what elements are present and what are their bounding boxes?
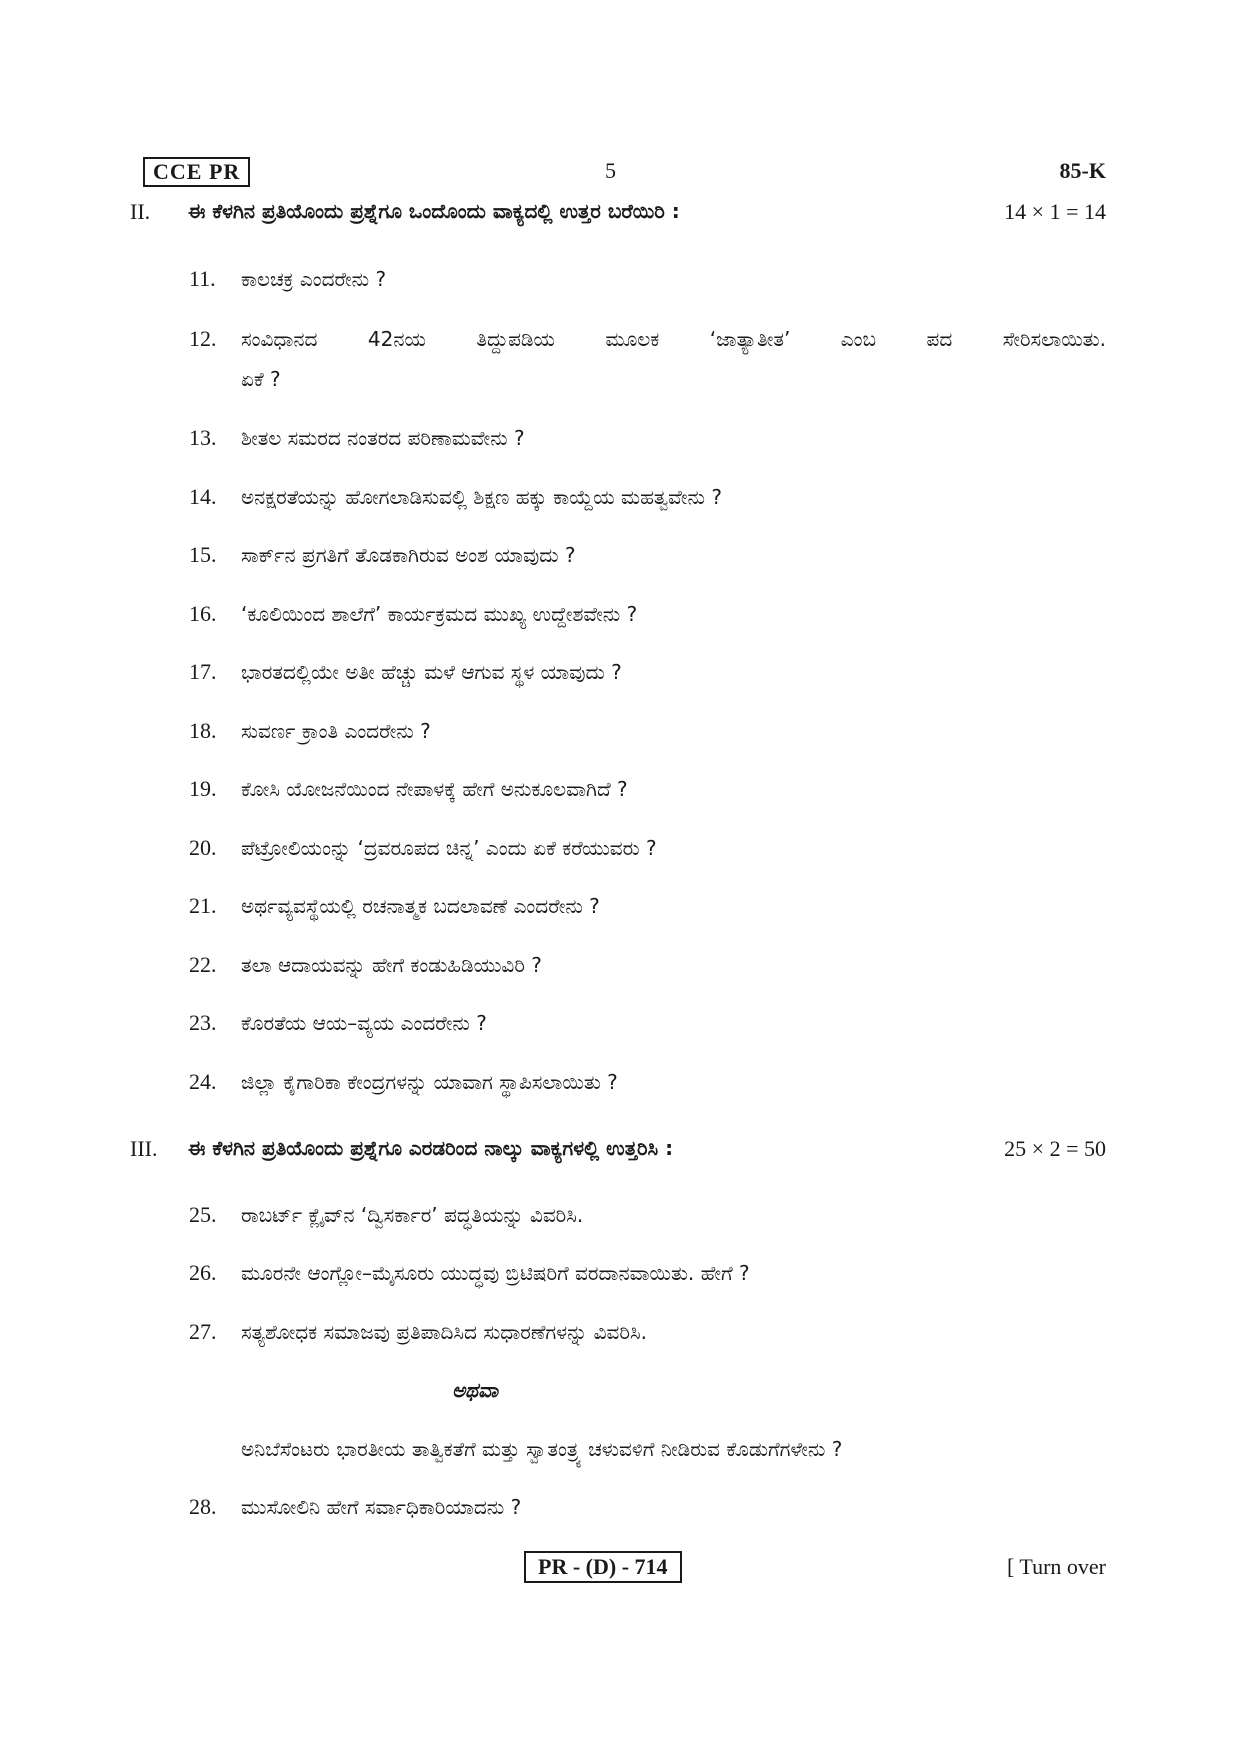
question-text: ಕೊರತೆಯ ಆಯ–ವ್ಯಯ ಎಂದರೇನು ?: [241, 1011, 487, 1035]
section-2-heading: [130, 199, 1106, 233]
section-2-instruction: ಈ ಕೆಳಗಿನ ಪ್ರತಿಯೊಂದು ಪ್ರಶ್ನೆಗೂ ಒಂದೊಂದು ವಾಕ್ಯದಲ್ಲಿ ಉತ್ತರ ಬರೆಯಿರಿ :: [188, 199, 680, 223]
question-number: 17.: [189, 659, 217, 684]
section-3-marks: 25 × 2 = 50: [1004, 1136, 1106, 1161]
question-20: [189, 828, 1106, 868]
question-13: [189, 418, 1106, 458]
question-number: 14.: [189, 484, 217, 509]
question-text: ‘ಕೂಲಿಯಿಂದ ಶಾಲೆಗೆ’ ಕಾರ್ಯಕ್ರಮದ ಮುಖ್ಯ ಉದ್ದೇಶವೇನು ?: [241, 602, 638, 626]
question-number: 16.: [189, 601, 217, 626]
question-number: 12.: [189, 326, 217, 351]
footer-paper-code: PR - (D) - 714: [524, 1551, 682, 1583]
question-number: 26.: [189, 1260, 217, 1285]
question-18: [189, 711, 1106, 751]
section-3-heading: [130, 1136, 1106, 1170]
question-16: [189, 594, 1106, 634]
or-label: ಅಥವಾ: [452, 1378, 498, 1402]
question-text: ಭಾರತದಲ್ಲಿಯೇ ಅತೀ ಹೆಚ್ಚು ಮಳೆ ಆಗುವ ಸ್ಥಳ ಯಾವುದು ?: [241, 660, 622, 684]
question-text: ಸುವರ್ಣ ಕ್ರಾಂತಿ ಎಂದರೇನು ?: [241, 719, 431, 743]
page-number: 5: [605, 158, 616, 183]
question-27-alternative: ಅನಿಬೆಸೆಂಟರು ಭಾರತೀಯ ತಾತ್ವಿಕತೆಗೆ ಮತ್ತು ಸ್ವಾತಂತ್ರ್ಯ ಚಳುವಳಿಗೆ ನೀಡಿರುವ ಕೊಡುಗೆಗಳೇನು ?: [241, 1437, 843, 1461]
paper-code: 85-K: [1059, 158, 1106, 183]
question-14: [189, 477, 1106, 517]
question-text: ರಾಬರ್ಟ್ ಕ್ಲೈವ್‌ನ ‘ದ್ವಿಸರ್ಕಾರ’ ಪದ್ಧತಿಯನ್ನು ವಿವರಿಸಿ.: [241, 1203, 584, 1227]
question-text: ಕೋಸಿ ಯೋಜನೆಯಿಂದ ನೇಪಾಳಕ್ಕೆ ಹೇಗೆ ಅನುಕೂಲವಾಗಿದೆ ?: [241, 777, 628, 801]
question-21: [189, 886, 1106, 926]
question-number: 27.: [189, 1319, 217, 1344]
exam-code-box: CCE PR: [143, 157, 250, 187]
question-23: [189, 1003, 1106, 1043]
question-text: ಸಾರ್ಕ್‌ನ ಪ್ರಗತಿಗೆ ತೊಡಕಾಗಿರುವ ಅಂಶ ಯಾವುದು ?: [241, 543, 576, 567]
question-12: [189, 319, 1106, 399]
question-number: 15.: [189, 542, 217, 567]
question-number: 21.: [189, 893, 217, 918]
question-22: [189, 945, 1106, 985]
question-number: 22.: [189, 952, 217, 977]
question-24: [189, 1062, 1106, 1102]
question-text: ಕಾಲಚಕ್ರ ಎಂದರೇನು ?: [241, 267, 387, 291]
question-text: ಮೂರನೇ ಆಂಗ್ಲೋ–ಮೈಸೂರು ಯುದ್ಧವು ಬ್ರಿಟಿಷರಿಗೆ ವರದಾನವಾಯಿತು. ಹೇಗೆ ?: [241, 1261, 750, 1285]
question-text-line-1: ಸಂವಿಧಾನದ 42ನಯ ತಿದ್ದುಪಡಿಯ ಮೂಲಕ ‘ಜಾತ್ಯಾತೀತ’ ಎಂಬ ಪದ ಸೇರಿಸಲಾಯಿತು.: [241, 327, 1106, 351]
question-number: 11.: [189, 266, 216, 291]
question-text-line-2: ಏಕೆ ?: [241, 367, 281, 391]
question-27: [189, 1312, 1106, 1352]
section-2-marks: 14 × 1 = 14: [1004, 199, 1106, 224]
question-number: 19.: [189, 776, 217, 801]
question-number: 24.: [189, 1069, 217, 1094]
question-number: 13.: [189, 425, 217, 450]
section-3-instruction: ಈ ಕೆಳಗಿನ ಪ್ರತಿಯೊಂದು ಪ್ರಶ್ನೆಗೂ ಎರಡರಿಂದ ನಾಲ್ಕು ವಾಕ್ಯಗಳಲ್ಲಿ ಉತ್ತರಿಸಿ :: [188, 1136, 674, 1160]
question-19: [189, 769, 1106, 809]
question-15: [189, 535, 1106, 575]
question-11: [189, 259, 1106, 299]
question-28: [189, 1487, 1106, 1527]
page-header: [143, 157, 1106, 189]
question-text: ಅರ್ಥವ್ಯವಸ್ಥೆಯಲ್ಲಿ ರಚನಾತ್ಮಕ ಬದಲಾವಣೆ ಎಂದರೇನು ?: [241, 894, 600, 918]
question-number: 20.: [189, 835, 217, 860]
question-25: [189, 1195, 1106, 1235]
question-number: 25.: [189, 1202, 217, 1227]
question-17: [189, 652, 1106, 692]
question-text: ತಲಾ ಆದಾಯವನ್ನು ಹೇಗೆ ಕಂಡುಹಿಡಿಯುವಿರಿ ?: [241, 953, 542, 977]
section-3-number: III.: [130, 1136, 158, 1161]
section-2-number: II.: [130, 199, 151, 224]
turn-over-note: [ Turn over: [1006, 1554, 1106, 1579]
question-number: 23.: [189, 1010, 217, 1035]
question-text: ಮುಸೋಲಿನಿ ಹೇಗೆ ಸರ್ವಾಧಿಕಾರಿಯಾದನು ?: [241, 1495, 522, 1519]
question-number: 18.: [189, 718, 217, 743]
question-text: ಪೆಟ್ರೋಲಿಯಂನ್ನು ‘ದ್ರವರೂಪದ ಚಿನ್ನ’ ಎಂದು ಏಕೆ ಕರೆಯುವರು ?: [241, 836, 657, 860]
question-text: ಸತ್ಯಶೋಧಕ ಸಮಾಜವು ಪ್ರತಿಪಾದಿಸಿದ ಸುಧಾರಣೆಗಳನ್ನು ವಿವರಿಸಿ.: [241, 1320, 647, 1344]
question-text: ಜಿಲ್ಲಾ ಕೈಗಾರಿಕಾ ಕೇಂದ್ರಗಳನ್ನು ಯಾವಾಗ ಸ್ಥಾಪಿಸಲಾಯಿತು ?: [241, 1070, 618, 1094]
question-text: ಅನಕ್ಷರತೆಯನ್ನು ಹೋಗಲಾಡಿಸುವಲ್ಲಿ ಶಿಕ್ಷಣ ಹಕ್ಕು ಕಾಯ್ದೆಯ ಮಹತ್ವವೇನು ?: [241, 485, 722, 509]
question-number: 28.: [189, 1494, 217, 1519]
question-text: ಶೀತಲ ಸಮರದ ನಂತರದ ಪರಿಣಾಮವೇನು ?: [241, 426, 525, 450]
question-26: [189, 1253, 1106, 1293]
